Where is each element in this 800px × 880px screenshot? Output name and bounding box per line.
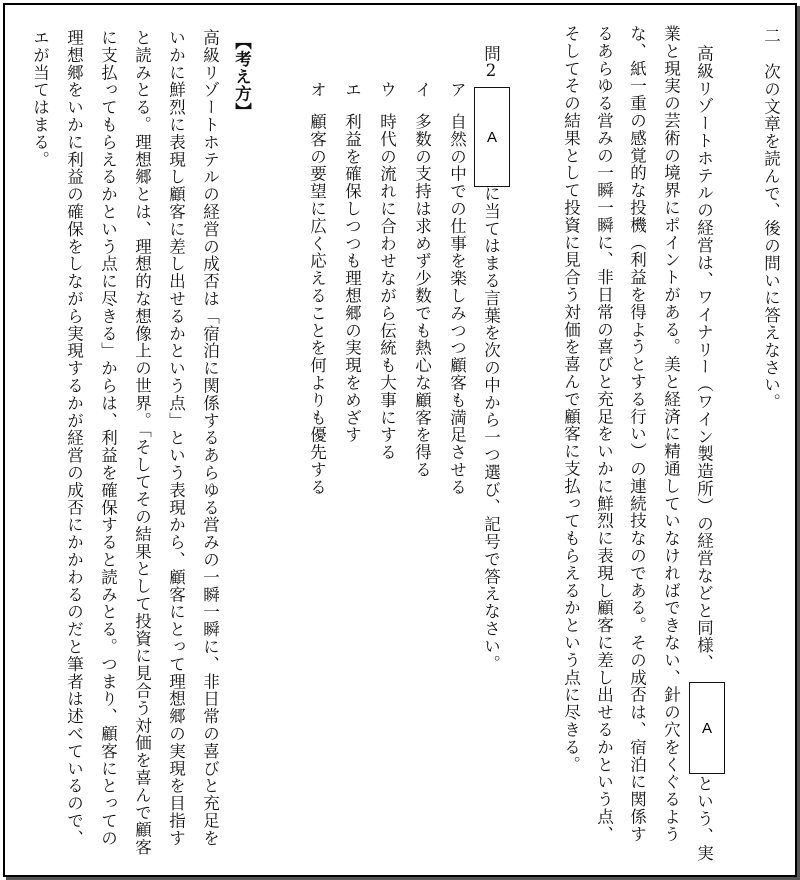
problem-number: 2 (485, 62, 497, 79)
problem-blank-box-a (474, 87, 510, 187)
passage-line-5: そしてその結果として投資に見合う対価を喜んで顧客に支払ってもらえるかという点に尽きる。 (561, 25, 581, 774)
passage-line-1-continued: という、実 (694, 775, 714, 862)
passage-line-1: 高級リゾートホテルの経営は、ワイナリー（ワイン製造所）の経営などと同様、 (694, 45, 714, 672)
passage-line-2: 業と現実の芸術の境界にポイントがある。美と経済に精通していなければできない、針の穴をくぐるよう (661, 25, 681, 843)
option-letter-a: ア (447, 81, 467, 99)
option-text-a: 自然の中での仕事を楽しみつつ顧客も満足させる (447, 113, 467, 496)
option-text-u: 時代の流れに合わせながら伝統も大事にする (377, 113, 397, 461)
problem-blank-box-a-label: A (486, 128, 497, 146)
question-number: 二 (761, 27, 781, 45)
option-letter-i: イ (412, 81, 432, 99)
blank-box-a-label: A (701, 719, 712, 737)
problem-label: 問2 (481, 45, 501, 79)
page-frame (3, 3, 797, 877)
option-text-i: 多数の支持は求めず少数でも熱心な顧客を得る (412, 113, 432, 479)
passage-line-3: な、紙一重の感覚的な投機（利益を得ようとする行い）の連続技なのである。その成否は、宿泊に関係す (627, 25, 647, 843)
option-letter-o: オ (307, 81, 327, 99)
commentary-line-3: と読みとる。理想郷とは、理想的な想像上の世界。「そしてその結果として投資に見合う対価を喜んで顧客 (132, 29, 152, 856)
option-letter-e: エ (342, 81, 362, 99)
passage-line-4: るあらゆる営みの一瞬一瞬に、非日常の喜びと充足をいかに鮮烈に表現し顧客に差し出せるかという点、 (594, 25, 614, 843)
problem-prompt: に当てはまる言葉を次の中から一つ選び、記号で答えなさい。 (481, 185, 501, 673)
blank-box-a (689, 682, 725, 774)
commentary-line-2: いかに鮮烈に表現し顧客に差し出せるかという点」という表現から、顧客にとって理想郷の実現を目指す (166, 29, 186, 847)
option-letter-u: ウ (377, 81, 397, 99)
commentary-line-5: 理想郷をいかに利益の確保をしながら実現するかが経営の成否にかかわるのだと筆者は述べているので、 (64, 29, 84, 847)
option-text-e: 利益を確保しつつも理想郷の実現をめざす (342, 113, 362, 444)
commentary-line-6: エが当てはまる。 (30, 29, 50, 169)
commentary-heading: 【考え方】 (232, 33, 252, 120)
commentary-line-4: に支払ってもらえるかという点に尽きる」からは、利益を確保すると読みとる。つまり、顧客にとっての (98, 29, 118, 847)
question-instruction: 次の文章を読んで、後の問いに答えなさい。 (761, 63, 781, 411)
commentary-line-1: 高級リゾートホテルの経営の成否は「宿泊に関係するあらゆる営みの一瞬一瞬に、非日常の喜びと充足を (200, 29, 220, 847)
option-text-o: 顧客の要望に広く応えることを何よりも優先する (307, 113, 327, 496)
